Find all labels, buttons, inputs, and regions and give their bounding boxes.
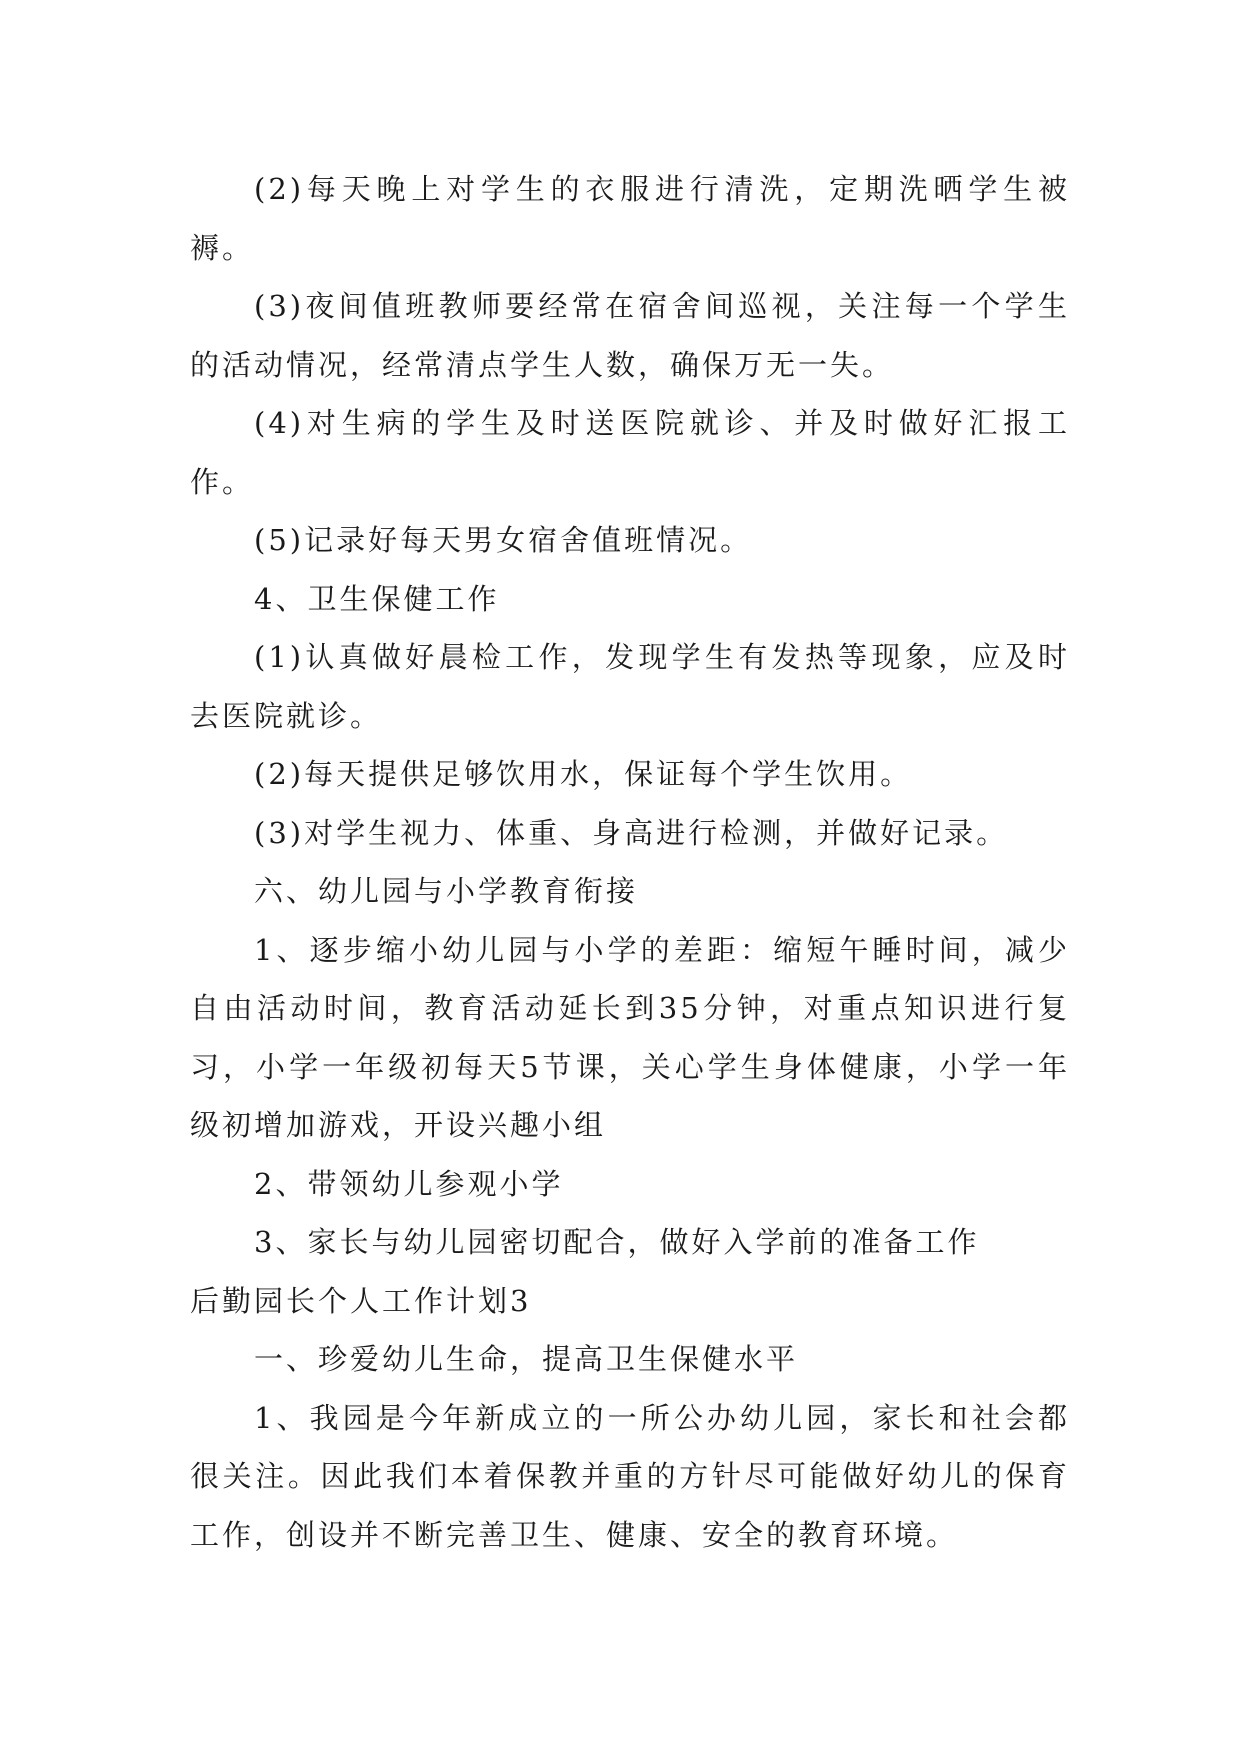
paragraph-cherish-life-1: 1、我园是今年新成立的一所公办幼儿园，家长和社会都很关注。因此我们本着保教并重的方针尽可能做好幼儿的保育工作，创设并不断完善卫生、健康、安全的教育环境。 (190, 1400, 1070, 1552)
paragraph-transition-3: 3、家长与幼儿园密切配合，做好入学前的准备工作 (254, 1225, 980, 1259)
paragraph-item-5-duty-record: (5)记录好每天男女宿舍值班情况。 (254, 523, 753, 557)
paragraph-transition-2: 2、带领幼儿参观小学 (254, 1166, 564, 1201)
paragraph-item-2-drinking-water: (2)每天提供足够饮用水，保证每个学生饮用。 (254, 757, 913, 791)
section-heading-cherish-life: 一、珍爱幼儿生命，提高卫生保健水平 (254, 1342, 799, 1376)
paragraph-transition-1: 1、逐步缩小幼儿园与小学的差距：缩短午睡时间，减少自由活动时间，教育活动延长到35分钟，对重点知识进行复习，小学一年级初每天5节课，关心学生身体健康，小学一年级初增加游戏，开设兴趣小组 (190, 932, 1070, 1142)
section-heading-transition: 六、幼儿园与小学教育衔接 (254, 874, 639, 908)
paragraph-item-4-sick-students: (4)对生病的学生及时送医院就诊、并及时做好汇报工作。 (190, 406, 1070, 499)
document-subtitle: 后勤园长个人工作计划3 (190, 1283, 532, 1318)
paragraph-item-1-morning-check: (1)认真做好晨检工作，发现学生有发热等现象，应及时去医院就诊。 (190, 640, 1070, 733)
paragraph-item-3-health-checkup: (3)对学生视力、体重、身高进行检测，并做好记录。 (254, 815, 1009, 850)
section-heading-health-care: 4、卫生保健工作 (254, 581, 500, 616)
paragraph-item-2-laundry: (2)每天晚上对学生的衣服进行清洗，定期洗晒学生被褥。 (190, 172, 1070, 265)
document-body (190, 160, 1070, 1564)
paragraph-item-3-night-patrol: (3)夜间值班教师要经常在宿舍间巡视，关注每一个学生的活动情况，经常清点学生人数，确保万无一失。 (190, 289, 1070, 382)
